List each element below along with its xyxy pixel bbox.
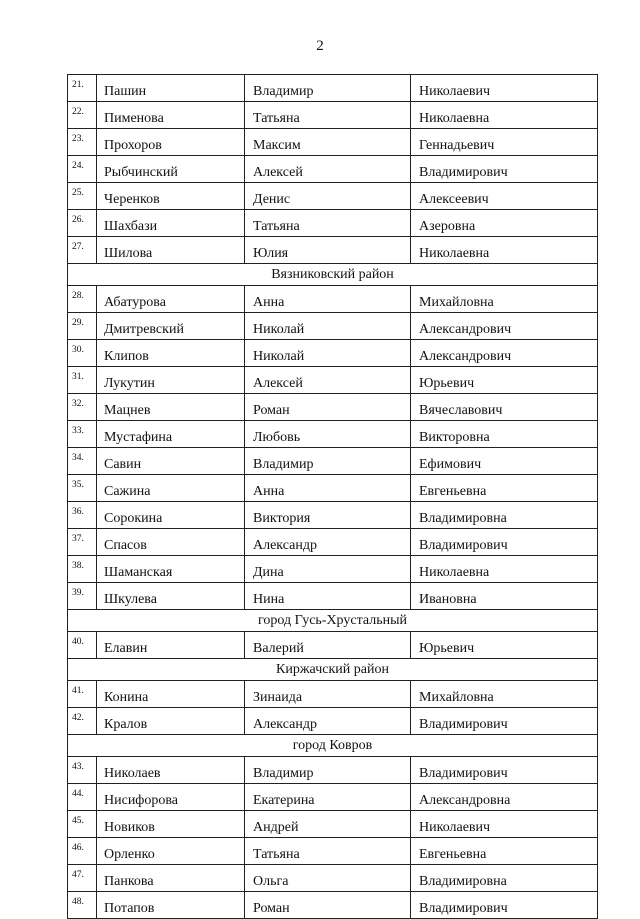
first-name-cell: Нина [245,583,411,610]
row-number: 46. [68,838,97,865]
first-name-cell: Роман [245,394,411,421]
first-name-cell: Дина [245,556,411,583]
table-row [68,502,598,529]
surname-cell: Пашин [97,75,245,102]
row-number: 22. [68,102,97,129]
row-number: 21. [68,75,97,102]
patronymic-cell: Владимирович [411,757,598,784]
table-row [68,632,598,659]
table-row [68,394,598,421]
first-name-cell: Александр [245,529,411,556]
patronymic-cell: Николаевич [411,811,598,838]
table-row [68,708,598,735]
table-row [68,421,598,448]
row-number: 41. [68,681,97,708]
first-name-cell: Татьяна [245,838,411,865]
first-name-cell: Алексей [245,367,411,394]
first-name-cell: Татьяна [245,210,411,237]
section-heading: город Ковров [68,735,598,757]
surname-cell: Клипов [97,340,245,367]
roster-table [67,74,598,919]
surname-cell: Панкова [97,865,245,892]
surname-cell: Шаманская [97,556,245,583]
patronymic-cell: Евгеньевна [411,838,598,865]
patronymic-cell: Вячеславович [411,394,598,421]
row-number: 40. [68,632,97,659]
table-row [68,237,598,264]
patronymic-cell: Александрович [411,313,598,340]
patronymic-cell: Владимирович [411,892,598,919]
section-row [68,659,598,681]
surname-cell: Елавин [97,632,245,659]
first-name-cell: Алексей [245,156,411,183]
patronymic-cell: Михайловна [411,681,598,708]
first-name-cell: Анна [245,475,411,502]
surname-cell: Савин [97,448,245,475]
surname-cell: Абатурова [97,286,245,313]
surname-cell: Конина [97,681,245,708]
first-name-cell: Максим [245,129,411,156]
surname-cell: Орленко [97,838,245,865]
row-number: 25. [68,183,97,210]
surname-cell: Шилова [97,237,245,264]
table-row [68,681,598,708]
table-row [68,367,598,394]
surname-cell: Пименова [97,102,245,129]
section-heading: Вязниковский район [68,264,598,286]
row-number: 27. [68,237,97,264]
row-number: 31. [68,367,97,394]
section-heading: город Гусь-Хрустальный [68,610,598,632]
patronymic-cell: Викторовна [411,421,598,448]
patronymic-cell: Владимировна [411,502,598,529]
row-number: 39. [68,583,97,610]
first-name-cell: Роман [245,892,411,919]
first-name-cell: Любовь [245,421,411,448]
table-row [68,156,598,183]
row-number: 34. [68,448,97,475]
patronymic-cell: Николаевна [411,237,598,264]
patronymic-cell: Азеровна [411,210,598,237]
table-row [68,286,598,313]
surname-cell: Николаев [97,757,245,784]
patronymic-cell: Алексеевич [411,183,598,210]
section-row [68,735,598,757]
first-name-cell: Николай [245,313,411,340]
patronymic-cell: Геннадьевич [411,129,598,156]
table-row [68,129,598,156]
table-row [68,102,598,129]
patronymic-cell: Ефимович [411,448,598,475]
table-row [68,210,598,237]
surname-cell: Спасов [97,529,245,556]
patronymic-cell: Юрьевич [411,367,598,394]
row-number: 38. [68,556,97,583]
first-name-cell: Екатерина [245,784,411,811]
first-name-cell: Николай [245,340,411,367]
table-row [68,556,598,583]
surname-cell: Сажина [97,475,245,502]
first-name-cell: Владимир [245,75,411,102]
row-number: 23. [68,129,97,156]
row-number: 47. [68,865,97,892]
table-row [68,892,598,919]
row-number: 45. [68,811,97,838]
first-name-cell: Зинаида [245,681,411,708]
surname-cell: Нисифорова [97,784,245,811]
patronymic-cell: Николаевна [411,556,598,583]
section-row [68,610,598,632]
first-name-cell: Виктория [245,502,411,529]
patronymic-cell: Владимирович [411,529,598,556]
patronymic-cell: Николаевна [411,102,598,129]
row-number: 26. [68,210,97,237]
section-row [68,264,598,286]
first-name-cell: Александр [245,708,411,735]
row-number: 44. [68,784,97,811]
table-row [68,313,598,340]
first-name-cell: Анна [245,286,411,313]
patronymic-cell: Владимирович [411,708,598,735]
patronymic-cell: Александровна [411,784,598,811]
first-name-cell: Татьяна [245,102,411,129]
patronymic-cell: Евгеньевна [411,475,598,502]
surname-cell: Потапов [97,892,245,919]
surname-cell: Шкулева [97,583,245,610]
surname-cell: Прохоров [97,129,245,156]
first-name-cell: Андрей [245,811,411,838]
patronymic-cell: Николаевич [411,75,598,102]
first-name-cell: Денис [245,183,411,210]
row-number: 33. [68,421,97,448]
surname-cell: Рыбчинский [97,156,245,183]
roster-body [68,75,598,919]
table-row [68,784,598,811]
table-row [68,340,598,367]
surname-cell: Дмитревский [97,313,245,340]
table-row [68,865,598,892]
table-row [68,838,598,865]
row-number: 30. [68,340,97,367]
table-row [68,583,598,610]
row-number: 29. [68,313,97,340]
row-number: 35. [68,475,97,502]
first-name-cell: Владимир [245,757,411,784]
row-number: 24. [68,156,97,183]
patronymic-cell: Михайловна [411,286,598,313]
surname-cell: Мустафина [97,421,245,448]
surname-cell: Мацнев [97,394,245,421]
table-row [68,75,598,102]
section-heading: Киржачский район [68,659,598,681]
surname-cell: Шахбази [97,210,245,237]
row-number: 28. [68,286,97,313]
patronymic-cell: Ивановна [411,583,598,610]
row-number: 37. [68,529,97,556]
table-row [68,183,598,210]
table-row [68,475,598,502]
table-row [68,448,598,475]
patronymic-cell: Владимирович [411,156,598,183]
surname-cell: Лукутин [97,367,245,394]
surname-cell: Кралов [97,708,245,735]
first-name-cell: Владимир [245,448,411,475]
page-number: 2 [316,38,324,54]
row-number: 48. [68,892,97,919]
surname-cell: Новиков [97,811,245,838]
patronymic-cell: Юрьевич [411,632,598,659]
table-row [68,757,598,784]
first-name-cell: Юлия [245,237,411,264]
patronymic-cell: Александрович [411,340,598,367]
row-number: 32. [68,394,97,421]
row-number: 42. [68,708,97,735]
surname-cell: Сорокина [97,502,245,529]
first-name-cell: Валерий [245,632,411,659]
row-number: 43. [68,757,97,784]
table-row [68,811,598,838]
first-name-cell: Ольга [245,865,411,892]
patronymic-cell: Владимировна [411,865,598,892]
row-number: 36. [68,502,97,529]
surname-cell: Черенков [97,183,245,210]
table-row [68,529,598,556]
